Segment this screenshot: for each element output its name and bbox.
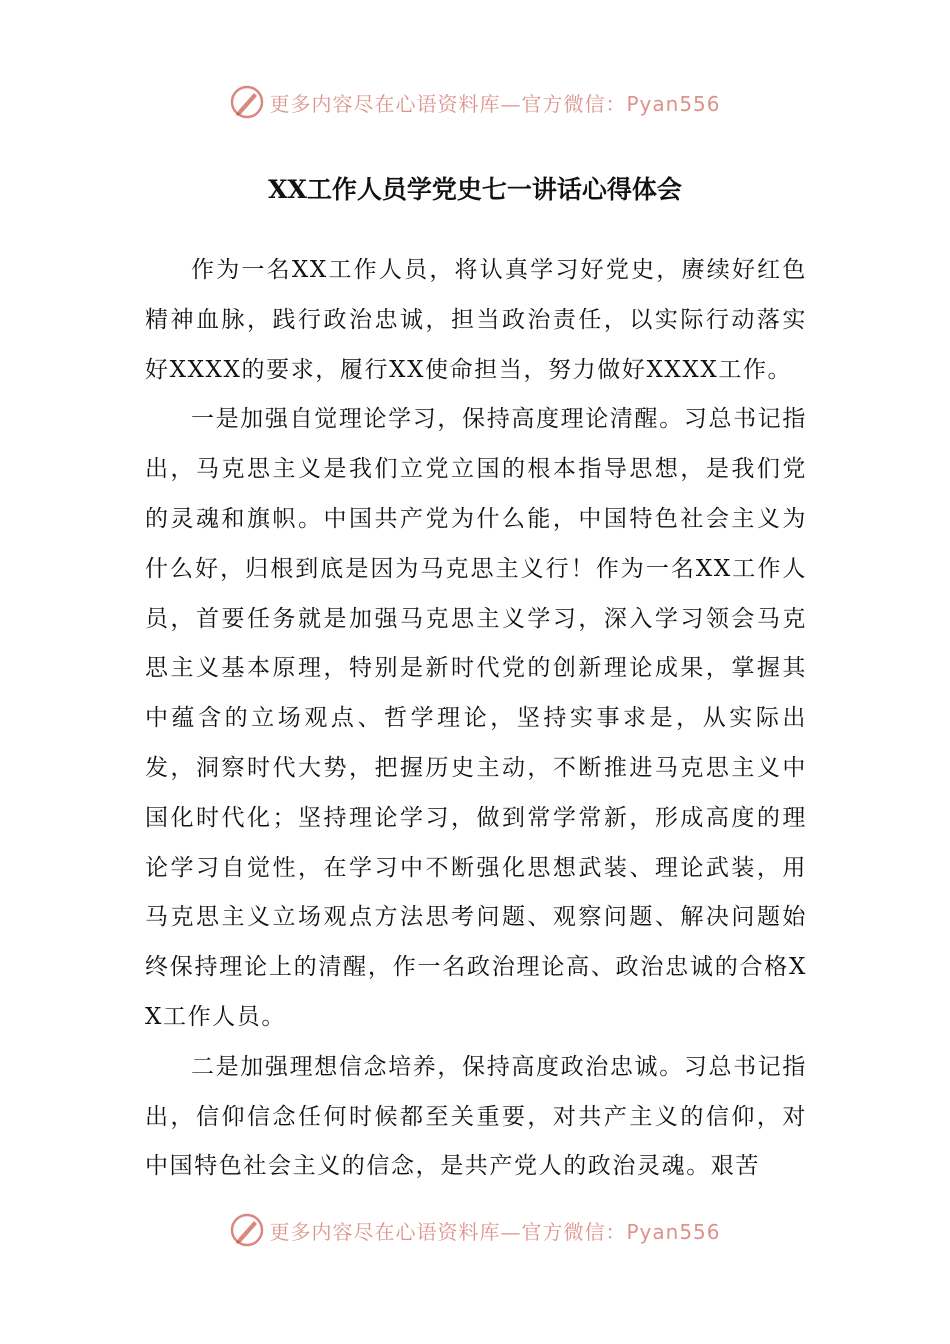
footer-watermark (0, 1210, 950, 1250)
pen-logo-icon (229, 1212, 265, 1248)
watermark-text (269, 1216, 720, 1245)
watermark-wechat-id: Pyan556 (626, 91, 721, 116)
watermark-text (269, 88, 720, 117)
paragraph-point-one: 一是加强自觉理论学习，保持高度理论清醒。习总书记指出，马克思主义是我们立党立国的根本指导思想，是我们党的灵魂和旗帜。中国共产党为什么能，中国特色社会主义为什么好，归根到底是因为马克思主义行！作为一名XX工作人员，首要任务就是加强马克思主义学习，深入学习领会马克思主义基本原理，特别是新时代党的创新理论成果，掌握其中蕴含的立场观点、哲学理论，坚持实事求是，从实际出发，洞察时代大势，把握历史主动，不断推进马克思主义中国化时代化；坚持理论学习，做到常学常新，形成高度的理论学习自觉性，在学习中不断强化思想武装、理论武装，用马克思主义立场观点方法思考问题、观察问题、解决问题始终保持理论上的清醒，作一名政治理论高、政治忠诚的合格XX工作人员。 (145, 406, 807, 1030)
document-body (145, 246, 807, 1192)
paragraph-point-two: 二是加强理想信念培养，保持高度政治忠诚。习总书记指出，信仰信念任何时候都至关重要，对共产主义的信仰，对中国特色社会主义的信念，是共产党人的政治灵魂。艰苦 (145, 1053, 807, 1180)
header-watermark (0, 82, 950, 122)
watermark-prefix: 更多内容尽在心语资料库—官方微信： (269, 91, 627, 116)
watermark-wechat-id: Pyan556 (626, 1219, 721, 1244)
paragraph-intro: 作为一名XX工作人员，将认真学习好党史，赓续好红色精神血脉，践行政治忠诚，担当政治责任，以实际行动落实好XXXX的要求，履行XX使命担当，努力做好XXXX工作。 (145, 257, 807, 383)
pen-logo-icon (229, 84, 265, 120)
watermark-prefix: 更多内容尽在心语资料库—官方微信： (269, 1219, 627, 1244)
document-title: XX工作人员学党史七一讲话心得体会 (268, 175, 682, 204)
